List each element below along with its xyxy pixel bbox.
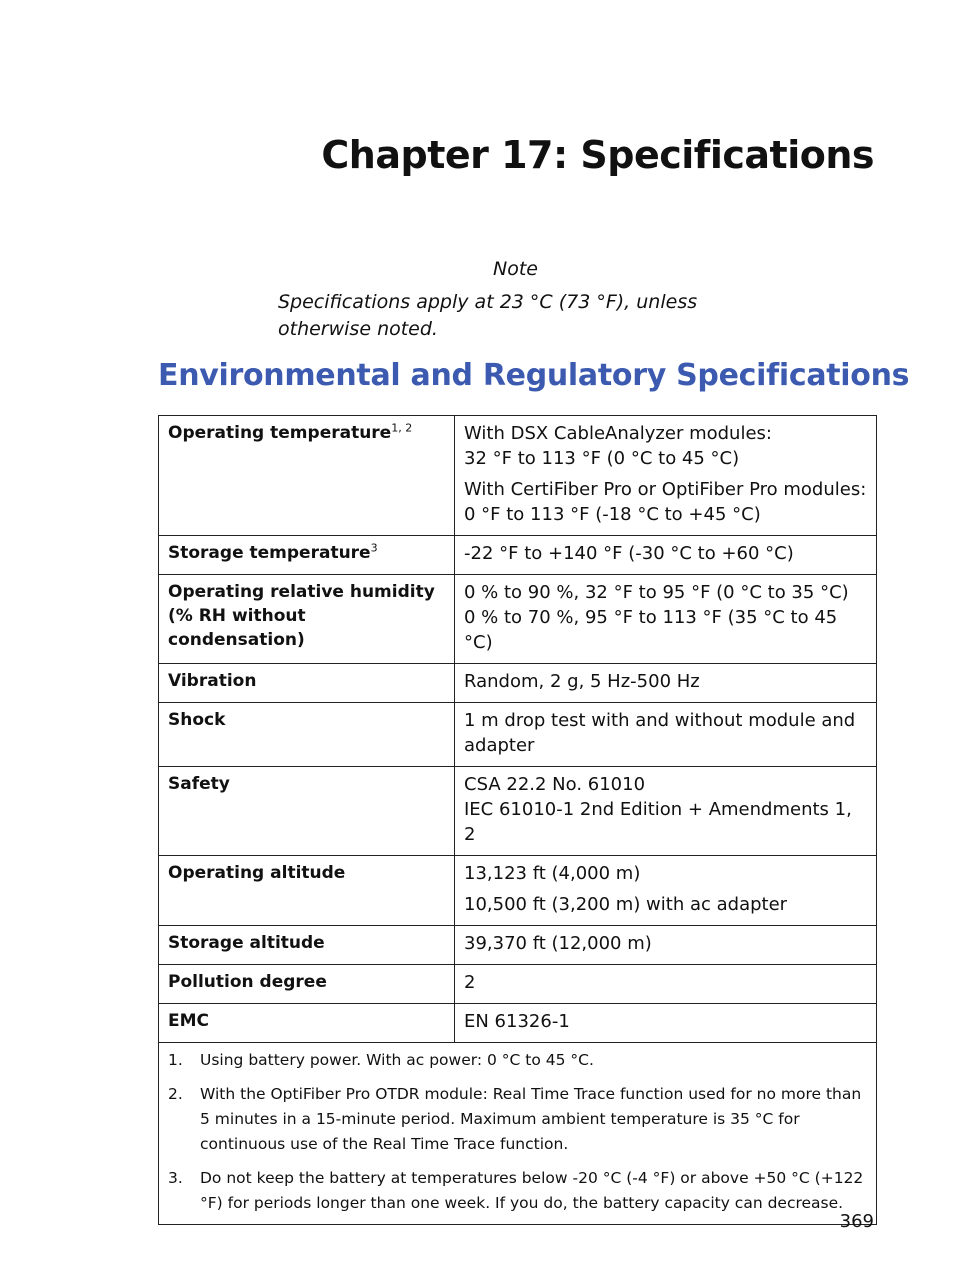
spec-value-cell — [455, 1004, 877, 1043]
spec-label: Vibration — [168, 671, 257, 691]
spec-value: Random, 2 g, 5 Hz-500 Hz — [464, 671, 700, 692]
spec-value: CSA 22.2 No. 61010 IEC 61010-1 2nd Edition + Amendments 1, 2 — [464, 774, 852, 845]
spec-row — [159, 926, 877, 965]
spec-label-cell — [159, 856, 455, 926]
spec-label: Pollution degree — [168, 972, 327, 992]
spec-value: 1 m drop test with and without module and adapter — [464, 710, 856, 756]
spec-label: Operating altitude — [168, 863, 346, 883]
spec-value: 13,123 ft (4,000 m) — [464, 863, 641, 884]
spec-value: With CertiFiber Pro or OptiFiber Pro modules: 0 °F to 113 °F (-18 °C to +45 °C) — [464, 479, 867, 525]
spec-label: Shock — [168, 710, 226, 730]
spec-label-cell — [159, 767, 455, 856]
spec-value: -22 °F to +140 °F (-30 °C to +60 °C) — [464, 543, 794, 564]
spec-label: Safety — [168, 774, 230, 794]
spec-value: 0 % to 90 %, 32 °F to 95 °F (0 °C to 35 °C) 0 % to 70 %, 95 °F to 113 °F (35 °C to 45 °C) — [464, 582, 849, 653]
spec-row — [159, 575, 877, 664]
footnote-text: Do not keep the battery at temperatures below -20 °C (-4 °F) or above +50 °C (+122 °F) for periods longer than one week. If you do, the battery capacity can decrease. — [200, 1169, 864, 1212]
section-title: Environmental and Regulatory Specifications — [158, 358, 910, 393]
spec-value-cell — [455, 767, 877, 856]
spec-row — [159, 416, 877, 536]
spec-label-cell — [159, 416, 455, 536]
spec-value: 2 — [464, 972, 476, 993]
spec-label-cell — [159, 664, 455, 703]
spec-value-cell — [455, 575, 877, 664]
spec-row — [159, 703, 877, 767]
spec-label-cell — [159, 926, 455, 965]
spec-label: Storage altitude — [168, 933, 325, 953]
footnote-reference: 1, 2 — [391, 421, 413, 435]
footnotes-row — [159, 1043, 877, 1225]
spec-value: EN 61326-1 — [464, 1011, 570, 1032]
spec-value-cell — [455, 965, 877, 1004]
footnote-number: 1. — [168, 1051, 183, 1069]
footnote — [168, 1048, 868, 1073]
footnote-number: 2. — [168, 1085, 183, 1103]
note-label: Note — [493, 258, 538, 280]
footnote — [168, 1082, 868, 1157]
spec-label-cell — [159, 1004, 455, 1043]
spec-label-cell — [159, 536, 455, 575]
page-number: 369 — [839, 1211, 874, 1232]
spec-label: Operating temperature — [168, 423, 392, 443]
spec-value-cell — [455, 856, 877, 926]
footnote — [168, 1166, 868, 1216]
footnote-reference: 3 — [370, 541, 378, 555]
spec-row — [159, 536, 877, 575]
spec-label: Operating relative humidity (% RH without condensation) — [168, 582, 435, 650]
footnotes-cell — [159, 1043, 877, 1225]
spec-value-cell — [455, 703, 877, 767]
spec-row — [159, 1004, 877, 1043]
spec-row — [159, 767, 877, 856]
footnote-text: Using battery power. With ac power: 0 °C to 45 °C. — [200, 1051, 594, 1069]
footnote-number: 3. — [168, 1169, 183, 1187]
spec-label-cell — [159, 575, 455, 664]
spec-row — [159, 664, 877, 703]
spec-value: 10,500 ft (3,200 m) with ac adapter — [464, 894, 788, 915]
spec-label: EMC — [168, 1011, 210, 1031]
spec-label-cell — [159, 703, 455, 767]
spec-label: Storage temperature — [168, 543, 371, 563]
specifications-table — [158, 415, 877, 1225]
spec-value-cell — [455, 536, 877, 575]
spec-value-cell — [455, 664, 877, 703]
footnote-text: With the OptiFiber Pro OTDR module: Real Time Trace function used for no more than 5 minutes in a 15-minute period. Maximum ambient temperature is 35 °C for continuous use of the Real Time Trace function. — [200, 1085, 862, 1153]
spec-label-cell — [159, 965, 455, 1004]
spec-row — [159, 965, 877, 1004]
spec-row — [159, 856, 877, 926]
chapter-title: Chapter 17: Specifications — [321, 133, 874, 177]
spec-value-cell — [455, 926, 877, 965]
spec-value: With DSX CableAnalyzer modules: 32 °F to 113 °F (0 °C to 45 °C) — [464, 423, 772, 469]
spec-value-cell — [455, 416, 877, 536]
note-text: Specifications apply at 23 °C (73 °F), unless otherwise noted. — [278, 291, 698, 340]
spec-value: 39,370 ft (12,000 m) — [464, 933, 652, 954]
